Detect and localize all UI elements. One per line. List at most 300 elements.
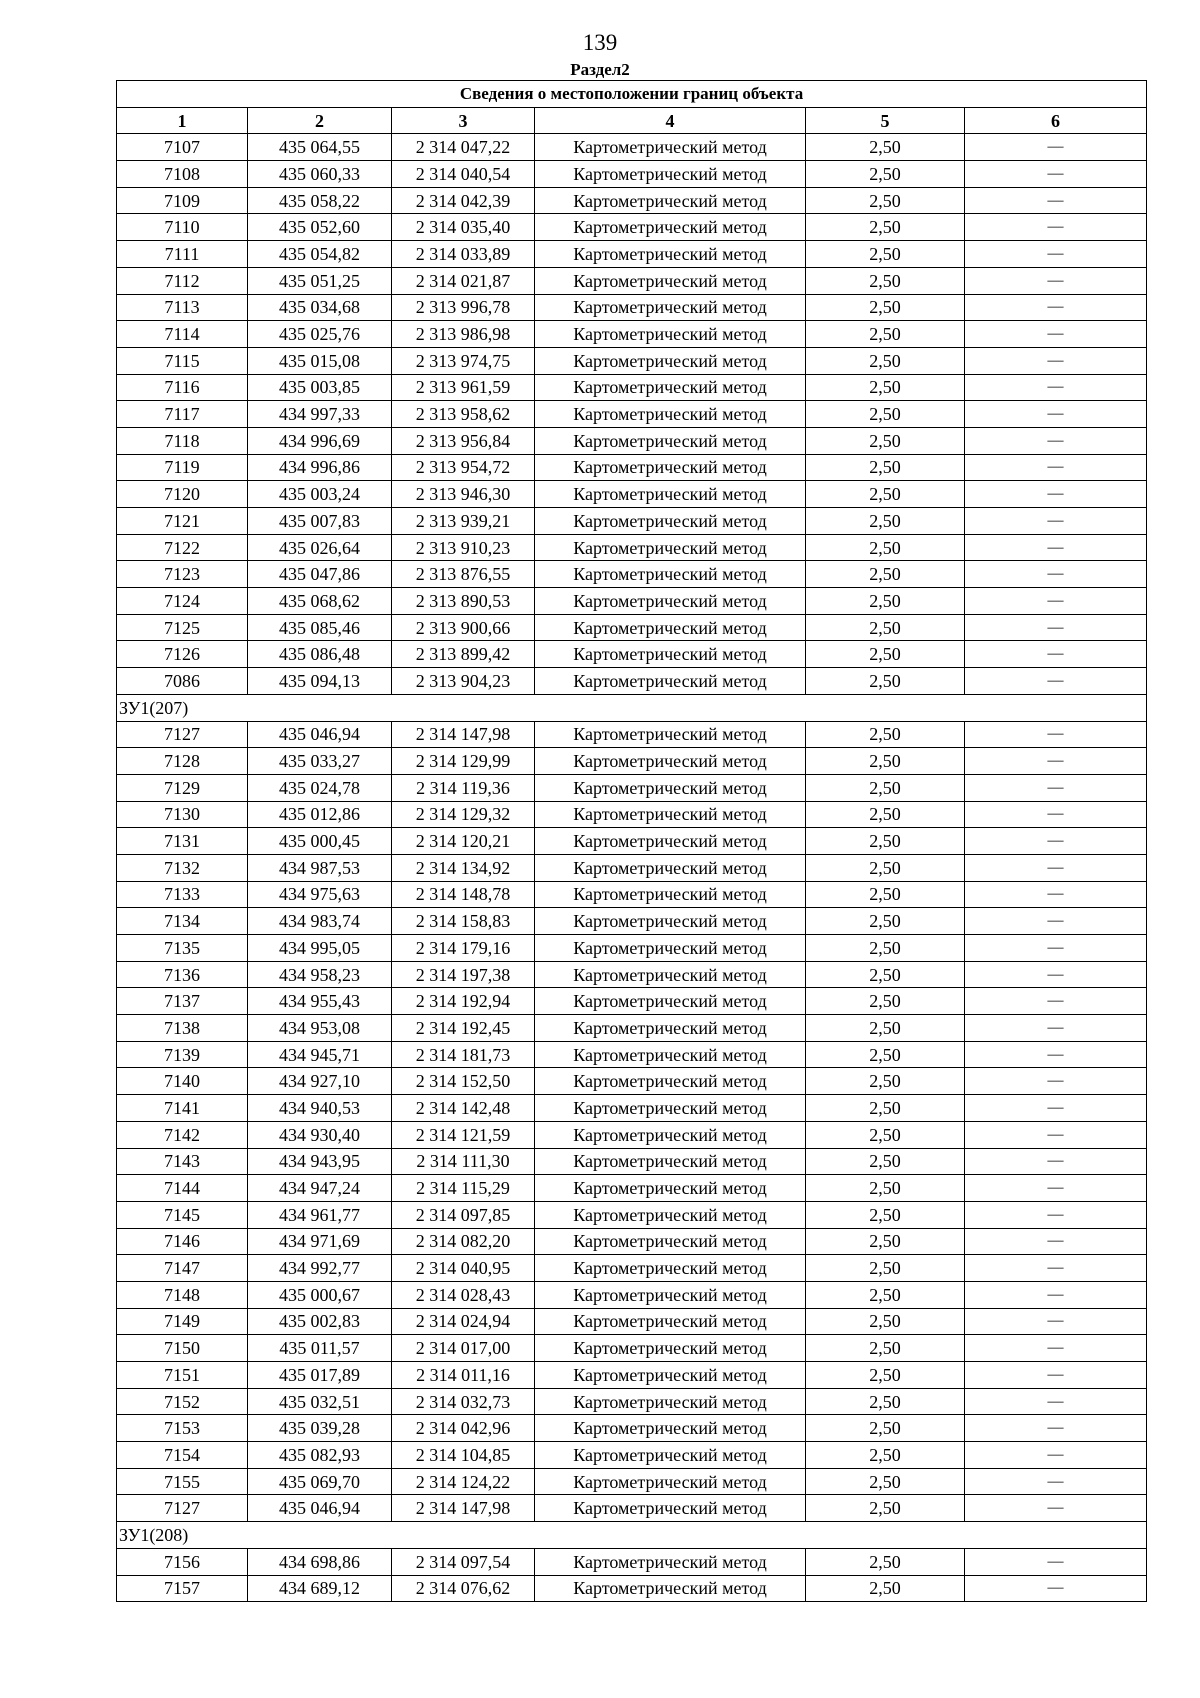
note-cell: — — [965, 1362, 1147, 1389]
note-cell: — — [965, 721, 1147, 748]
note-cell: — — [965, 828, 1147, 855]
boundary-table — [116, 80, 1147, 1602]
point-number-cell: 7113 — [117, 294, 248, 321]
note-cell: — — [965, 854, 1147, 881]
note-cell: — — [965, 508, 1147, 535]
x-coordinate-cell: 434 975,63 — [248, 881, 392, 908]
table-row — [117, 641, 1147, 668]
group-row — [117, 694, 1147, 721]
method-cell: Картометрический метод — [535, 588, 806, 615]
method-cell: Картометрический метод — [535, 1041, 806, 1068]
table-row — [117, 321, 1147, 348]
method-cell: Картометрический метод — [535, 454, 806, 481]
method-cell: Картометрический метод — [535, 935, 806, 962]
method-cell: Картометрический метод — [535, 1335, 806, 1362]
x-coordinate-cell: 434 996,69 — [248, 427, 392, 454]
y-coordinate-cell: 2 313 996,78 — [392, 294, 535, 321]
point-number-cell: 7153 — [117, 1415, 248, 1442]
y-coordinate-cell: 2 314 148,78 — [392, 881, 535, 908]
x-coordinate-cell: 435 068,62 — [248, 588, 392, 615]
y-coordinate-cell: 2 314 111,30 — [392, 1148, 535, 1175]
table-row — [117, 481, 1147, 508]
column-number: 6 — [965, 107, 1147, 134]
method-cell: Картометрический метод — [535, 961, 806, 988]
y-coordinate-cell: 2 314 021,87 — [392, 267, 535, 294]
note-cell: — — [965, 1095, 1147, 1122]
accuracy-cell: 2,50 — [806, 961, 965, 988]
point-number-cell: 7114 — [117, 321, 248, 348]
note-cell: — — [965, 481, 1147, 508]
note-cell: — — [965, 641, 1147, 668]
note-cell: — — [965, 454, 1147, 481]
point-number-cell: 7120 — [117, 481, 248, 508]
y-coordinate-cell: 2 314 011,16 — [392, 1362, 535, 1389]
accuracy-cell: 2,50 — [806, 1335, 965, 1362]
method-cell: Картометрический метод — [535, 561, 806, 588]
method-cell: Картометрический метод — [535, 1388, 806, 1415]
y-coordinate-cell: 2 314 181,73 — [392, 1041, 535, 1068]
method-cell: Картометрический метод — [535, 241, 806, 268]
y-coordinate-cell: 2 314 121,59 — [392, 1121, 535, 1148]
accuracy-cell: 2,50 — [806, 721, 965, 748]
method-cell: Картометрический метод — [535, 988, 806, 1015]
accuracy-cell: 2,50 — [806, 935, 965, 962]
accuracy-cell: 2,50 — [806, 427, 965, 454]
point-number-cell: 7123 — [117, 561, 248, 588]
accuracy-cell: 2,50 — [806, 1175, 965, 1202]
point-number-cell: 7127 — [117, 1495, 248, 1522]
point-number-cell: 7111 — [117, 241, 248, 268]
note-cell: — — [965, 1228, 1147, 1255]
x-coordinate-cell: 434 940,53 — [248, 1095, 392, 1122]
accuracy-cell: 2,50 — [806, 1575, 965, 1602]
y-coordinate-cell: 2 314 033,89 — [392, 241, 535, 268]
table-row — [117, 534, 1147, 561]
note-cell: — — [965, 1175, 1147, 1202]
method-cell: Картометрический метод — [535, 881, 806, 908]
point-number-cell: 7086 — [117, 668, 248, 695]
y-coordinate-cell: 2 313 974,75 — [392, 347, 535, 374]
accuracy-cell: 2,50 — [806, 1068, 965, 1095]
x-coordinate-cell: 434 992,77 — [248, 1255, 392, 1282]
accuracy-cell: 2,50 — [806, 481, 965, 508]
x-coordinate-cell: 435 034,68 — [248, 294, 392, 321]
y-coordinate-cell: 2 314 028,43 — [392, 1281, 535, 1308]
point-number-cell: 7144 — [117, 1175, 248, 1202]
point-number-cell: 7129 — [117, 774, 248, 801]
table-row — [117, 588, 1147, 615]
point-number-cell: 7122 — [117, 534, 248, 561]
note-cell: — — [965, 961, 1147, 988]
point-number-cell: 7109 — [117, 187, 248, 214]
accuracy-cell: 2,50 — [806, 454, 965, 481]
point-number-cell: 7145 — [117, 1201, 248, 1228]
accuracy-cell: 2,50 — [806, 401, 965, 428]
method-cell: Картометрический метод — [535, 1175, 806, 1202]
table-row — [117, 1068, 1147, 1095]
note-cell: — — [965, 801, 1147, 828]
x-coordinate-cell: 435 060,33 — [248, 161, 392, 188]
table-row — [117, 1442, 1147, 1469]
table-row — [117, 1388, 1147, 1415]
method-cell: Картометрический метод — [535, 614, 806, 641]
accuracy-cell: 2,50 — [806, 881, 965, 908]
y-coordinate-cell: 2 314 097,54 — [392, 1548, 535, 1575]
point-number-cell: 7140 — [117, 1068, 248, 1095]
x-coordinate-cell: 435 085,46 — [248, 614, 392, 641]
accuracy-cell: 2,50 — [806, 1121, 965, 1148]
table-row — [117, 881, 1147, 908]
table-row — [117, 1148, 1147, 1175]
method-cell: Картометрический метод — [535, 401, 806, 428]
table-row — [117, 1175, 1147, 1202]
x-coordinate-cell: 434 987,53 — [248, 854, 392, 881]
method-cell: Картометрический метод — [535, 1015, 806, 1042]
note-cell: — — [965, 1495, 1147, 1522]
point-number-cell: 7128 — [117, 748, 248, 775]
y-coordinate-cell: 2 313 946,30 — [392, 481, 535, 508]
x-coordinate-cell: 435 011,57 — [248, 1335, 392, 1362]
accuracy-cell: 2,50 — [806, 534, 965, 561]
method-cell: Картометрический метод — [535, 828, 806, 855]
note-cell: — — [965, 748, 1147, 775]
x-coordinate-cell: 434 997,33 — [248, 401, 392, 428]
y-coordinate-cell: 2 313 904,23 — [392, 668, 535, 695]
table-row — [117, 134, 1147, 161]
x-coordinate-cell: 434 698,86 — [248, 1548, 392, 1575]
table-row — [117, 1121, 1147, 1148]
method-cell: Картометрический метод — [535, 1362, 806, 1389]
method-cell: Картометрический метод — [535, 1228, 806, 1255]
accuracy-cell: 2,50 — [806, 347, 965, 374]
accuracy-cell: 2,50 — [806, 1362, 965, 1389]
column-number: 5 — [806, 107, 965, 134]
method-cell: Картометрический метод — [535, 1281, 806, 1308]
note-cell: — — [965, 401, 1147, 428]
x-coordinate-cell: 435 003,24 — [248, 481, 392, 508]
accuracy-cell: 2,50 — [806, 161, 965, 188]
note-cell: — — [965, 1201, 1147, 1228]
y-coordinate-cell: 2 314 104,85 — [392, 1442, 535, 1469]
table-row — [117, 774, 1147, 801]
x-coordinate-cell: 435 000,67 — [248, 1281, 392, 1308]
point-number-cell: 7126 — [117, 641, 248, 668]
method-cell: Картометрический метод — [535, 1548, 806, 1575]
point-number-cell: 7127 — [117, 721, 248, 748]
column-number: 2 — [248, 107, 392, 134]
x-coordinate-cell: 435 007,83 — [248, 508, 392, 535]
note-cell: — — [965, 668, 1147, 695]
note-cell: — — [965, 1308, 1147, 1335]
x-coordinate-cell: 434 689,12 — [248, 1575, 392, 1602]
page-number: 139 — [582, 30, 618, 55]
point-number-cell: 7132 — [117, 854, 248, 881]
note-cell: — — [965, 161, 1147, 188]
method-cell: Картометрический метод — [535, 641, 806, 668]
y-coordinate-cell: 2 314 024,94 — [392, 1308, 535, 1335]
table-row — [117, 1362, 1147, 1389]
y-coordinate-cell: 2 314 152,50 — [392, 1068, 535, 1095]
accuracy-cell: 2,50 — [806, 1015, 965, 1042]
accuracy-cell: 2,50 — [806, 561, 965, 588]
point-number-cell: 7119 — [117, 454, 248, 481]
method-cell: Картометрический метод — [535, 294, 806, 321]
point-number-cell: 7124 — [117, 588, 248, 615]
x-coordinate-cell: 435 094,13 — [248, 668, 392, 695]
note-cell: — — [965, 988, 1147, 1015]
table-row — [117, 161, 1147, 188]
table-row — [117, 401, 1147, 428]
method-cell: Картометрический метод — [535, 534, 806, 561]
method-cell: Картометрический метод — [535, 267, 806, 294]
note-cell: — — [965, 1255, 1147, 1282]
section-title: Раздел2 — [570, 60, 630, 79]
y-coordinate-cell: 2 314 040,95 — [392, 1255, 535, 1282]
note-cell: — — [965, 908, 1147, 935]
point-number-cell: 7150 — [117, 1335, 248, 1362]
x-coordinate-cell: 435 051,25 — [248, 267, 392, 294]
x-coordinate-cell: 434 943,95 — [248, 1148, 392, 1175]
accuracy-cell: 2,50 — [806, 908, 965, 935]
note-cell: — — [965, 1442, 1147, 1469]
note-cell: — — [965, 1575, 1147, 1602]
y-coordinate-cell: 2 314 032,73 — [392, 1388, 535, 1415]
table-row — [117, 508, 1147, 535]
accuracy-cell: 2,50 — [806, 1548, 965, 1575]
point-number-cell: 7116 — [117, 374, 248, 401]
method-cell: Картометрический метод — [535, 321, 806, 348]
note-cell: — — [965, 427, 1147, 454]
table-row — [117, 1281, 1147, 1308]
y-coordinate-cell: 2 314 042,39 — [392, 187, 535, 214]
x-coordinate-cell: 435 033,27 — [248, 748, 392, 775]
method-cell: Картометрический метод — [535, 854, 806, 881]
table-row — [117, 801, 1147, 828]
point-number-cell: 7121 — [117, 508, 248, 535]
x-coordinate-cell: 435 086,48 — [248, 641, 392, 668]
note-cell: — — [965, 1041, 1147, 1068]
group-label: ЗУ1(207) — [117, 694, 1147, 721]
table-row — [117, 374, 1147, 401]
point-number-cell: 7151 — [117, 1362, 248, 1389]
method-cell: Картометрический метод — [535, 347, 806, 374]
x-coordinate-cell: 434 983,74 — [248, 908, 392, 935]
x-coordinate-cell: 435 047,86 — [248, 561, 392, 588]
note-cell: — — [965, 241, 1147, 268]
point-number-cell: 7110 — [117, 214, 248, 241]
x-coordinate-cell: 434 961,77 — [248, 1201, 392, 1228]
y-coordinate-cell: 2 314 017,00 — [392, 1335, 535, 1362]
y-coordinate-cell: 2 313 954,72 — [392, 454, 535, 481]
x-coordinate-cell: 435 032,51 — [248, 1388, 392, 1415]
y-coordinate-cell: 2 314 124,22 — [392, 1468, 535, 1495]
table-row — [117, 828, 1147, 855]
y-coordinate-cell: 2 314 147,98 — [392, 721, 535, 748]
accuracy-cell: 2,50 — [806, 267, 965, 294]
point-number-cell: 7149 — [117, 1308, 248, 1335]
accuracy-cell: 2,50 — [806, 1095, 965, 1122]
table-row — [117, 961, 1147, 988]
table-row — [117, 1255, 1147, 1282]
x-coordinate-cell: 435 000,45 — [248, 828, 392, 855]
y-coordinate-cell: 2 313 961,59 — [392, 374, 535, 401]
y-coordinate-cell: 2 314 179,16 — [392, 935, 535, 962]
y-coordinate-cell: 2 314 134,92 — [392, 854, 535, 881]
note-cell: — — [965, 214, 1147, 241]
x-coordinate-cell: 434 927,10 — [248, 1068, 392, 1095]
point-number-cell: 7154 — [117, 1442, 248, 1469]
point-number-cell: 7148 — [117, 1281, 248, 1308]
x-coordinate-cell: 434 947,24 — [248, 1175, 392, 1202]
point-number-cell: 7142 — [117, 1121, 248, 1148]
accuracy-cell: 2,50 — [806, 321, 965, 348]
method-cell: Картометрический метод — [535, 187, 806, 214]
accuracy-cell: 2,50 — [806, 241, 965, 268]
x-coordinate-cell: 435 002,83 — [248, 1308, 392, 1335]
x-coordinate-cell: 435 064,55 — [248, 134, 392, 161]
table-row — [117, 854, 1147, 881]
y-coordinate-cell: 2 313 939,21 — [392, 508, 535, 535]
x-coordinate-cell: 435 025,76 — [248, 321, 392, 348]
note-cell: — — [965, 1068, 1147, 1095]
table-row — [117, 347, 1147, 374]
accuracy-cell: 2,50 — [806, 1442, 965, 1469]
table-row — [117, 1468, 1147, 1495]
y-coordinate-cell: 2 313 910,23 — [392, 534, 535, 561]
y-coordinate-cell: 2 314 120,21 — [392, 828, 535, 855]
accuracy-cell: 2,50 — [806, 748, 965, 775]
note-cell: — — [965, 1548, 1147, 1575]
accuracy-cell: 2,50 — [806, 1255, 965, 1282]
x-coordinate-cell: 435 024,78 — [248, 774, 392, 801]
point-number-cell: 7131 — [117, 828, 248, 855]
table-row — [117, 1548, 1147, 1575]
method-cell: Картометрический метод — [535, 748, 806, 775]
y-coordinate-cell: 2 313 900,66 — [392, 614, 535, 641]
note-cell: — — [965, 1281, 1147, 1308]
group-label: ЗУ1(208) — [117, 1522, 1147, 1549]
method-cell: Картометрический метод — [535, 1468, 806, 1495]
accuracy-cell: 2,50 — [806, 134, 965, 161]
accuracy-cell: 2,50 — [806, 1308, 965, 1335]
table-row — [117, 1041, 1147, 1068]
y-coordinate-cell: 2 314 082,20 — [392, 1228, 535, 1255]
method-cell: Картометрический метод — [535, 1201, 806, 1228]
method-cell: Картометрический метод — [535, 1095, 806, 1122]
y-coordinate-cell: 2 314 115,29 — [392, 1175, 535, 1202]
accuracy-cell: 2,50 — [806, 508, 965, 535]
y-coordinate-cell: 2 314 192,45 — [392, 1015, 535, 1042]
note-cell: — — [965, 1468, 1147, 1495]
y-coordinate-cell: 2 313 890,53 — [392, 588, 535, 615]
method-cell: Картометрический метод — [535, 1308, 806, 1335]
point-number-cell: 7107 — [117, 134, 248, 161]
note-cell: — — [965, 1148, 1147, 1175]
point-number-cell: 7137 — [117, 988, 248, 1015]
method-cell: Картометрический метод — [535, 1495, 806, 1522]
accuracy-cell: 2,50 — [806, 1041, 965, 1068]
table-row — [117, 1415, 1147, 1442]
note-cell: — — [965, 561, 1147, 588]
accuracy-cell: 2,50 — [806, 374, 965, 401]
y-coordinate-cell: 2 314 097,85 — [392, 1201, 535, 1228]
y-coordinate-cell: 2 314 076,62 — [392, 1575, 535, 1602]
note-cell: — — [965, 134, 1147, 161]
table-row — [117, 267, 1147, 294]
point-number-cell: 7139 — [117, 1041, 248, 1068]
accuracy-cell: 2,50 — [806, 614, 965, 641]
table-row — [117, 614, 1147, 641]
table-row — [117, 561, 1147, 588]
point-number-cell: 7136 — [117, 961, 248, 988]
column-number: 3 — [392, 107, 535, 134]
note-cell: — — [965, 881, 1147, 908]
method-cell: Картометрический метод — [535, 1255, 806, 1282]
table-row — [117, 241, 1147, 268]
y-coordinate-cell: 2 314 197,38 — [392, 961, 535, 988]
note-cell: — — [965, 534, 1147, 561]
method-cell: Картометрический метод — [535, 1575, 806, 1602]
table-row — [117, 294, 1147, 321]
note-cell: — — [965, 187, 1147, 214]
y-coordinate-cell: 2 314 047,22 — [392, 134, 535, 161]
y-coordinate-cell: 2 314 192,94 — [392, 988, 535, 1015]
accuracy-cell: 2,50 — [806, 988, 965, 1015]
method-cell: Картометрический метод — [535, 668, 806, 695]
method-cell: Картометрический метод — [535, 1442, 806, 1469]
note-cell: — — [965, 588, 1147, 615]
y-coordinate-cell: 2 314 035,40 — [392, 214, 535, 241]
method-cell: Картометрический метод — [535, 774, 806, 801]
method-cell: Картометрический метод — [535, 1068, 806, 1095]
accuracy-cell: 2,50 — [806, 1468, 965, 1495]
accuracy-cell: 2,50 — [806, 1281, 965, 1308]
note-cell: — — [965, 1335, 1147, 1362]
note-cell: — — [965, 614, 1147, 641]
table-row — [117, 988, 1147, 1015]
accuracy-cell: 2,50 — [806, 801, 965, 828]
point-number-cell: 7134 — [117, 908, 248, 935]
point-number-cell: 7141 — [117, 1095, 248, 1122]
accuracy-cell: 2,50 — [806, 854, 965, 881]
note-cell: — — [965, 1388, 1147, 1415]
note-cell: — — [965, 1415, 1147, 1442]
x-coordinate-cell: 435 046,94 — [248, 1495, 392, 1522]
x-coordinate-cell: 434 995,05 — [248, 935, 392, 962]
table-row — [117, 908, 1147, 935]
note-cell: — — [965, 774, 1147, 801]
point-number-cell: 7146 — [117, 1228, 248, 1255]
note-cell: — — [965, 1015, 1147, 1042]
note-cell: — — [965, 321, 1147, 348]
table-caption: Сведения о местоположении границ объекта — [117, 81, 1147, 108]
method-cell: Картометрический метод — [535, 427, 806, 454]
accuracy-cell: 2,50 — [806, 1228, 965, 1255]
point-number-cell: 7125 — [117, 614, 248, 641]
method-cell: Картометрический метод — [535, 1148, 806, 1175]
table-row — [117, 1308, 1147, 1335]
point-number-cell: 7135 — [117, 935, 248, 962]
method-cell: Картометрический метод — [535, 134, 806, 161]
table-row — [117, 1575, 1147, 1602]
method-cell: Картометрический метод — [535, 801, 806, 828]
table-body — [117, 134, 1147, 1602]
y-coordinate-cell: 2 313 899,42 — [392, 641, 535, 668]
y-coordinate-cell: 2 314 040,54 — [392, 161, 535, 188]
y-coordinate-cell: 2 314 042,96 — [392, 1415, 535, 1442]
accuracy-cell: 2,50 — [806, 1388, 965, 1415]
x-coordinate-cell: 435 069,70 — [248, 1468, 392, 1495]
